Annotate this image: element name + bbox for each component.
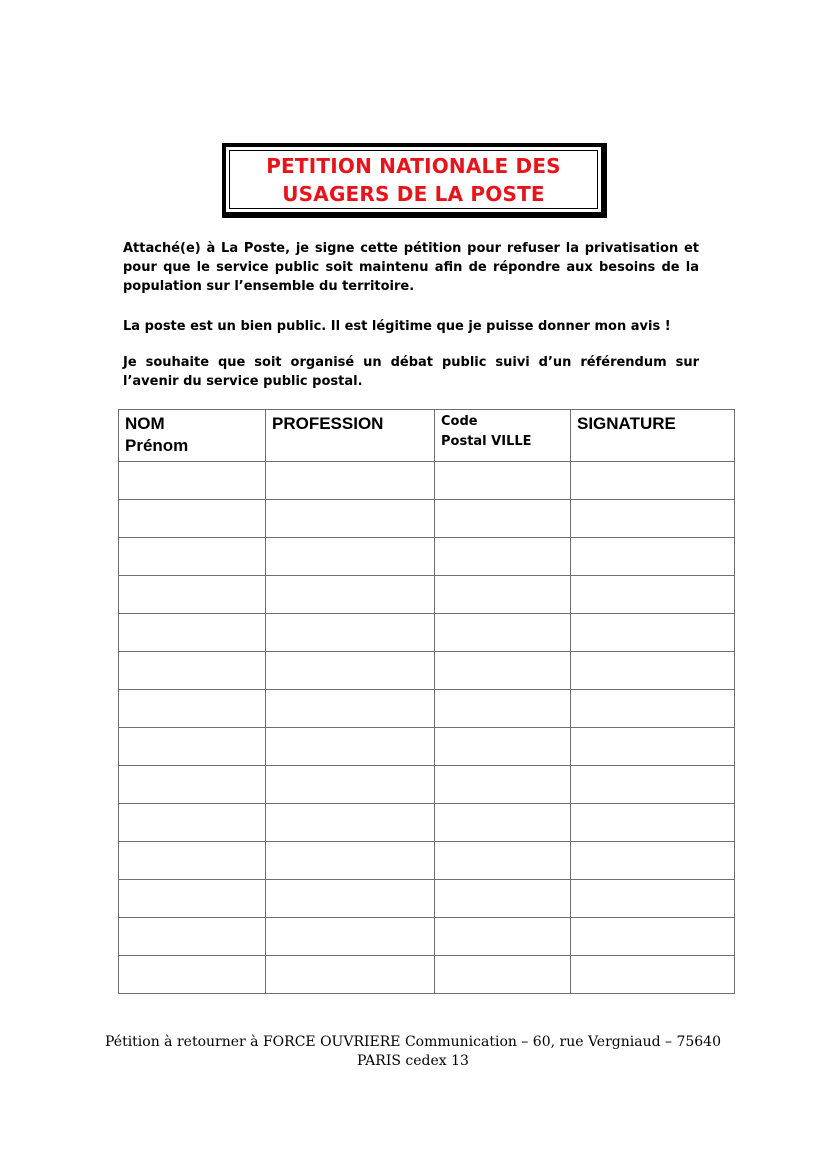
nom-cell (119, 956, 266, 994)
header-postal-ville: Postal VILLE (441, 434, 532, 449)
header-nom-prenom (119, 410, 266, 462)
nom-cell (119, 880, 266, 918)
table-row (119, 690, 735, 728)
header-prenom: Prénom (125, 436, 189, 455)
header-code: Code (441, 414, 478, 429)
signature-table-body (119, 462, 735, 994)
signature-cell (571, 804, 735, 842)
nom-cell (119, 462, 266, 500)
table-row (119, 804, 735, 842)
footer (0, 1033, 826, 1071)
signature-cell (571, 462, 735, 500)
profession-cell (266, 766, 435, 804)
code-postal-ville-cell (435, 842, 571, 880)
profession-cell (266, 576, 435, 614)
profession-cell (266, 538, 435, 576)
nom-cell (119, 652, 266, 690)
profession-cell (266, 918, 435, 956)
title-line-1: PETITION NATIONALE DES (266, 153, 561, 178)
nom-cell (119, 804, 266, 842)
code-postal-ville-cell (435, 614, 571, 652)
code-postal-ville-cell (435, 956, 571, 994)
signature-cell (571, 690, 735, 728)
footer-line-2: PARIS cedex 13 (357, 1053, 469, 1069)
table-row (119, 766, 735, 804)
table-row (119, 956, 735, 994)
title-inner-frame (229, 150, 598, 209)
signature-cell (571, 956, 735, 994)
nom-cell (119, 918, 266, 956)
signature-cell (571, 728, 735, 766)
table-row (119, 728, 735, 766)
table-row (119, 538, 735, 576)
signature-cell (571, 652, 735, 690)
profession-cell (266, 500, 435, 538)
header-profession: PROFESSION (266, 410, 435, 462)
code-postal-ville-cell (435, 500, 571, 538)
intro-paragraph-3: Je souhaite que soit organisé un débat public suivi d’un référendum sur l’avenir du service public postal. (123, 355, 699, 389)
title-line-2: USAGERS DE LA POSTE (282, 181, 545, 206)
signature-cell (571, 576, 735, 614)
profession-cell (266, 880, 435, 918)
nom-cell (119, 728, 266, 766)
table-header-row (119, 410, 735, 462)
header-nom: NOM (125, 414, 165, 433)
code-postal-ville-cell (435, 538, 571, 576)
profession-cell (266, 956, 435, 994)
footer-line-1: Pétition à retourner à FORCE OUVRIERE Communication – 60, rue Vergniaud – 75640 (105, 1034, 721, 1050)
intro-paragraph-2: La poste est un bien public. Il est légitime que je puisse donner mon avis ! (123, 319, 671, 334)
signature-cell (571, 500, 735, 538)
signature-cell (571, 880, 735, 918)
table-row (119, 576, 735, 614)
code-postal-ville-cell (435, 576, 571, 614)
nom-cell (119, 614, 266, 652)
profession-cell (266, 614, 435, 652)
nom-cell (119, 690, 266, 728)
signature-cell (571, 766, 735, 804)
intro-paragraph-1: Attaché(e) à La Poste, je signe cette pétition pour refuser la privatisation et pour que le service public soit maintenu afin de répondre aux besoins de la population sur l’ensemble du territoire. (123, 241, 699, 294)
profession-cell (266, 652, 435, 690)
code-postal-ville-cell (435, 880, 571, 918)
profession-cell (266, 804, 435, 842)
nom-cell (119, 842, 266, 880)
code-postal-ville-cell (435, 462, 571, 500)
header-signature: SIGNATURE (571, 410, 735, 462)
profession-cell (266, 728, 435, 766)
table-row (119, 614, 735, 652)
profession-cell (266, 462, 435, 500)
signature-cell (571, 918, 735, 956)
signature-cell (571, 614, 735, 652)
profession-cell (266, 842, 435, 880)
code-postal-ville-cell (435, 766, 571, 804)
nom-cell (119, 576, 266, 614)
table-row (119, 462, 735, 500)
code-postal-ville-cell (435, 652, 571, 690)
code-postal-ville-cell (435, 728, 571, 766)
table-row (119, 842, 735, 880)
signature-cell (571, 842, 735, 880)
signature-cell (571, 538, 735, 576)
table-row (119, 500, 735, 538)
profession-cell (266, 690, 435, 728)
nom-cell (119, 538, 266, 576)
table-row (119, 918, 735, 956)
header-code-postal-ville (435, 410, 571, 462)
nom-cell (119, 766, 266, 804)
signature-table (118, 409, 735, 994)
code-postal-ville-cell (435, 690, 571, 728)
code-postal-ville-cell (435, 918, 571, 956)
nom-cell (119, 500, 266, 538)
table-row (119, 652, 735, 690)
title-box (222, 143, 607, 218)
code-postal-ville-cell (435, 804, 571, 842)
table-row (119, 880, 735, 918)
